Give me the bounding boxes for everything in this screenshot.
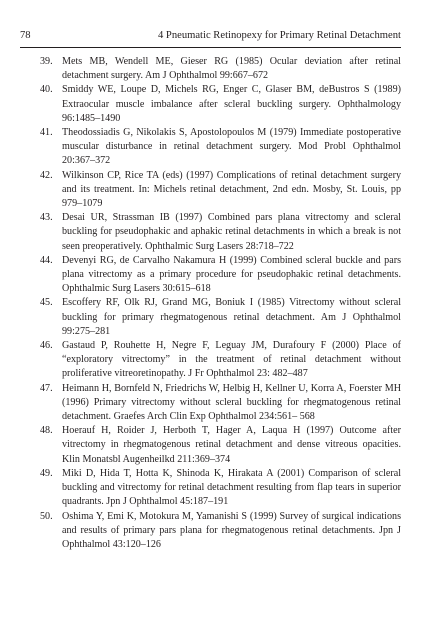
reference-49 [20,467,401,510]
reference-number: 46. [40,340,53,352]
reference-number: 41. [40,127,53,139]
reference-text: Hoerauf H, Roider J, Herboth T, Hager A, Laqua H (1997) Outcome after vitrectomy in rhegmatogenous retinal detachment and dense vitreous opacities. Klin Monatsbl Augenheilkd 211:369–374 [62,425,401,465]
reference-number: 48. [40,425,53,437]
reference-46 [20,339,401,382]
reference-number: 45. [40,297,53,309]
reference-number: 49. [40,467,53,479]
chapter-title: 4 Pneumatic Retinopexy for Primary Retinal Detachment [157,30,401,41]
reference-text: Miki D, Hida T, Hotta K, Shinoda K, Hirakata A (2001) Comparison of scleral buckling and vitrectomy for retinal detachment resulting from flap tears in superior quadrants. Jpn J Ophthalmol 45:187–191 [62,467,401,508]
reference-text: Wilkinson CP, Rice TA (eds) (1997) Complications of retinal detachment surgery and its treatment. In: Michels retinal detachment, 2nd edn. Mosby, St. Louis, pp 979–1079 [62,169,401,210]
reference-text: Theodossiadis G, Nikolakis S, Apostolopoulos M (1979) Immediate postoperative muscular disturbance in retinal detachment surgery. Mod Probl Ophthalmol 20:367–372 [62,127,401,167]
reference-40 [20,83,401,126]
reference-number: 40. [40,84,53,96]
reference-45 [20,296,401,339]
page-number: 78 [20,30,31,41]
reference-number: 44. [40,254,53,266]
reference-text: Mets MB, Wendell ME, Gieser RG (1985) Ocular deviation after retinal detachment surgery. Am J Ophthalmol 99:667–672 [62,56,401,82]
reference-number: 39. [40,56,53,67]
reference-48 [20,424,401,467]
reference-text: Escoffery RF, Olk RJ, Grand MG, Boniuk I (1985) Vitrectomy without scleral buckling for primary rhegmatogenous retinal detachment. Am J Ophthalmol 99:275–281 [62,297,401,337]
reference-text: Heimann H, Bornfeld N, Friedrichs W, Helbig H, Kellner U, Korra A, Foerster MH (1996) Primary vitrectomy without scleral buckling for rhegmatogenous retinal detachment. Graefes Arch Clin Exp Ophthalmol 234:561– 568 [62,382,401,423]
reference-number: 50. [40,510,53,522]
reference-number: 42. [40,169,53,181]
reference-text: Oshima Y, Emi K, Motokura M, Yamanishi S (1999) Survey of surgical indications and results of primary pars plana for rhegmatogenous retinal detachments. Jpn J Ophthalmol 43:120–126 [62,510,401,550]
reference-47 [20,382,401,425]
reference-text: Smiddy WE, Loupe D, Michels RG, Enger C, Glaser BM, deBustros S (1989) Extraocular muscle imbalance after scleral buckling surgery. Ophthalmology 96:1485–1490 [62,84,401,124]
reference-44 [20,254,401,297]
reference-text: Devenyi RG, de Carvalho Nakamura H (1999) Combined scleral buckle and pars plana vitrectomy as a primary procedure for pseudophakic retinal detachments. Ophthalmic Surg Lasers 30:615–618 [62,254,401,295]
header-rule [20,47,401,48]
reference-41 [20,126,401,169]
reference-list [20,55,401,552]
reference-text: Gastaud P, Rouhette H, Negre F, Leguay JM, Durafoury F (2000) Place of “exploratory vitrectomy” in the treatment of retinal detachment without proliferative vitreoretinopathy. J Fr Ophthalmol 23: 482–487 [62,340,401,380]
running-header [20,28,401,44]
reference-number: 43. [40,212,53,224]
reference-39 [20,55,401,83]
reference-number: 47. [40,382,53,394]
reference-text: Desai UR, Strassman IB (1997) Combined pars plana vitrectomy and scleral buckling for pseudophakic and aphakic retinal detachments in which a break is not seen preoperatively. Ophthalmic Surg Lasers 28:718–722 [62,212,401,252]
reference-50 [20,510,401,553]
reference-43 [20,211,401,254]
reference-42 [20,169,401,212]
